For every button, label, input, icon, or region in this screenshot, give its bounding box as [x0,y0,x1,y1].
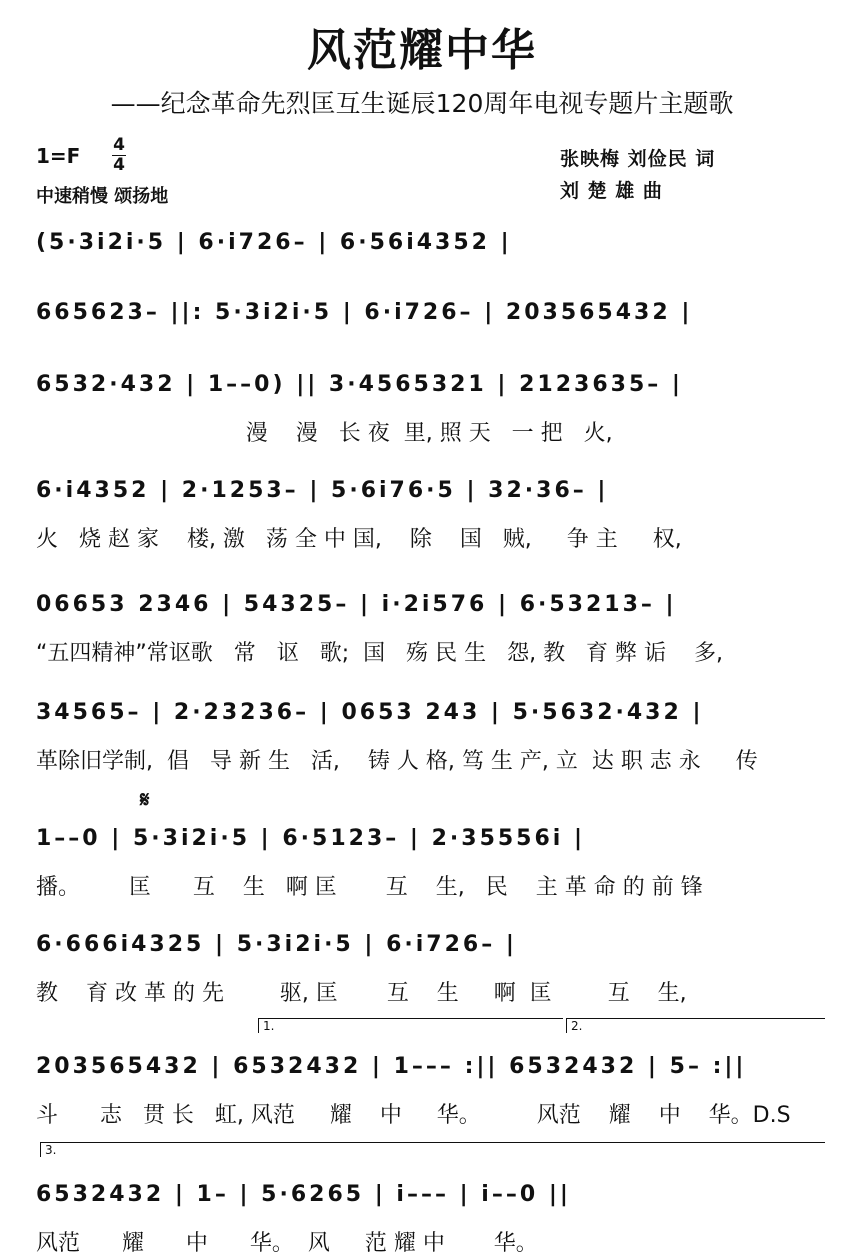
lyricist-credit: 张映梅 刘俭民 词 [560,148,716,170]
lyrics-line: 漫 漫 长 夜 里, 照 天 一 把 火, [36,421,613,446]
volta-1: 1. [258,1018,563,1033]
notation-line: 1––0 | 5·3i2i·5 | 6·5123– | 2·35556i | [36,825,586,851]
meter-top: 4 [113,135,125,155]
segno-sign: 𝄋 [140,788,150,813]
lyrics-line: 火 烧 赵 家 楼, 激 荡 全 中 国, 除 国 贼, 争 主 权, [36,527,682,552]
volta-2: 2. [566,1018,825,1033]
lyrics-line: 教 育 改 革 的 先 驱, 匡 互 生 啊 匡 互 生, [36,981,687,1006]
notation-line: 6·i4352 | 2·1253– | 5·6i76·5 | 32·36– | [36,477,609,503]
notation-line: 34565– | 2·23236– | 0653 243 | 5·5632·432 | [36,699,704,725]
notation-line: 6·666i4325 | 5·3i2i·5 | 6·i726– | [36,931,517,957]
song-subtitle: ——纪念革命先烈匡互生诞辰120周年电视专题片主题歌 [110,89,734,118]
volta-3: 3. [40,1142,825,1157]
notation-line: (5·3i2i·5 | 6·i726– | 6·56i4352 | [36,229,512,255]
notation-line: 06653 2346 | 54325– | i·2i576 | 6·53213– | [36,591,677,617]
key-signature: 1=F [36,144,81,168]
composer-credit: 刘 楚 雄 曲 [560,180,663,202]
notation-line: 665623– ||: 5·3i2i·5 | 6·i726– | 203565432 | [36,299,693,325]
tempo-marking: 中速稍慢 颂扬地 [36,186,169,207]
time-signature [112,136,126,175]
meter-bottom: 4 [113,155,125,175]
lyrics-line: 斗 志 贯 长 虹, 风范 耀 中 华。 风范 耀 中 华。D.S [36,1103,791,1128]
notation-line: 6532·432 | 1––0) || 3·4565321 | 2123635– | [36,371,683,397]
lyrics-line: 革除旧学制, 倡 导 新 生 活, 铸 人 格, 笃 生 产, 立 达 职 志 永 传 [36,749,758,774]
lyrics-line: 播。 匡 互 生 啊 匡 互 生, 民 主 革 命 的 前 锋 [36,875,703,900]
lyrics-line: 风范 耀 中 华。 风 范 耀 中 华。 [36,1231,538,1256]
notation-line: 6532432 | 1– | 5·6265 | i––– | i––0 || [36,1181,571,1207]
notation-line: 203565432 | 6532432 | 1––– :|| 6532432 | 5– :|| [36,1053,747,1079]
lyrics-line: “五四精神”常讴歌 常 讴 歌; 国 殇 民 生 怨, 教 育 弊 诟 多, [36,641,723,666]
song-title: 风范耀中华 [307,25,537,76]
